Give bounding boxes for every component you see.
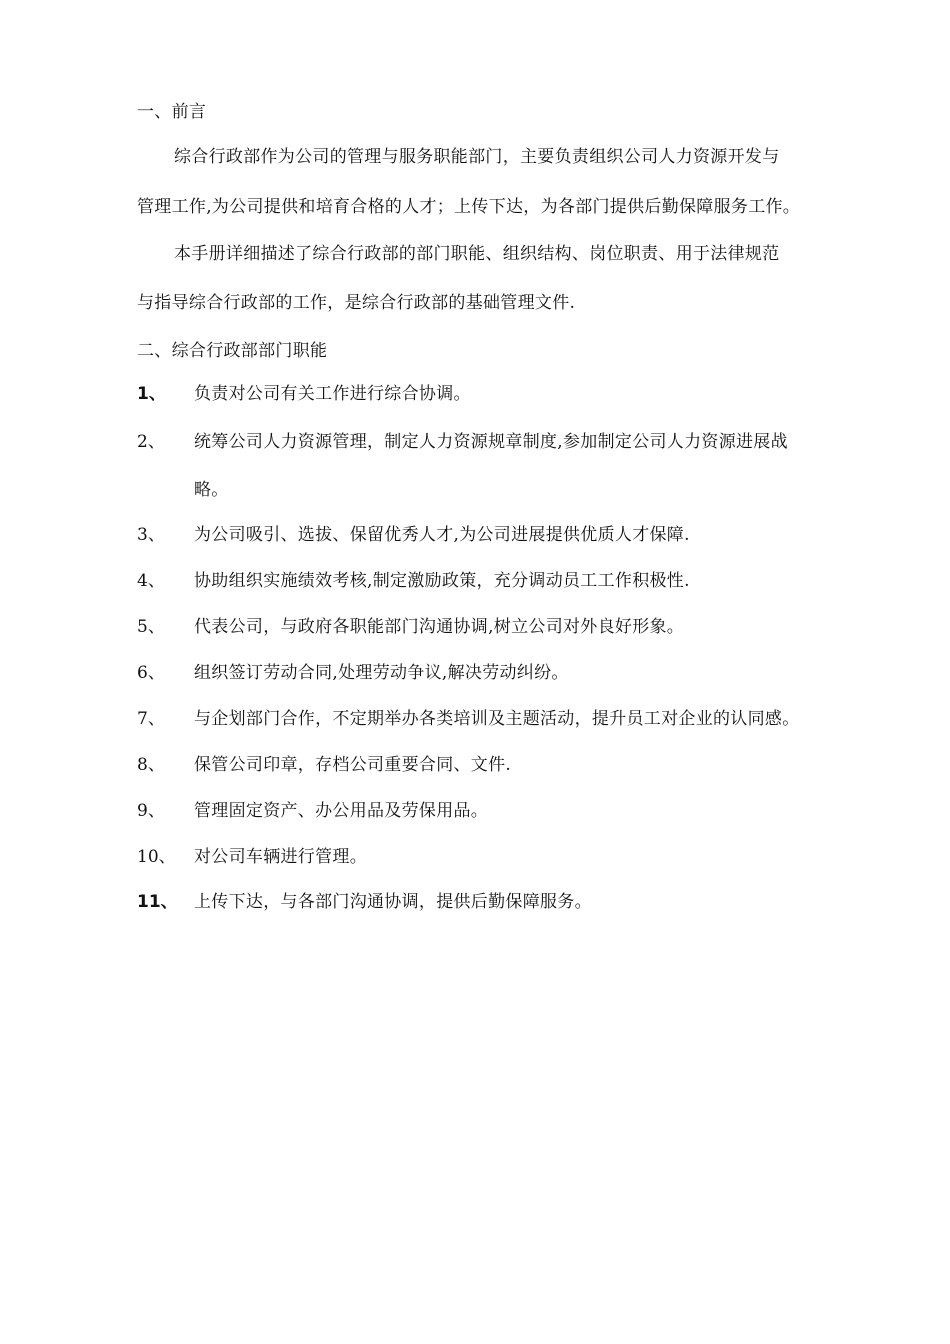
- list-item-text: 代表公司，与政府各职能部门沟通协调,树立公司对外良好形象。: [194, 617, 685, 637]
- section-heading-functions: 二、综合行政部部门职能: [137, 341, 328, 361]
- list-item-number: 4、: [137, 571, 165, 591]
- list-item-number: 9、: [137, 801, 165, 821]
- list-item-text: 为公司吸引、选拔、保留优秀人才,为公司进展提供优质人才保障.: [194, 525, 690, 545]
- list-item-number: 6、: [137, 663, 165, 683]
- list-item-text: 上传下达，与各部门沟通协调，提供后勤保障服务。: [194, 892, 592, 912]
- list-item-text: 组织签订劳动合同,处理劳动争议,解决劳动纠纷。: [194, 663, 569, 683]
- list-item-text: 负责对公司有关工作进行综合协调。: [194, 384, 471, 404]
- preface-paragraph-2-line-1: 本手册详细描述了综合行政部的部门职能、组织结构、岗位职责、用于法律规范: [174, 244, 780, 264]
- list-item-text: 保管公司印章，存档公司重要合同、文件.: [194, 755, 512, 775]
- preface-paragraph-1-line-2: 管理工作,为公司提供和培育合格的人才；上传下达，为各部门提供后勤保障服务工作。: [137, 197, 801, 217]
- list-item-text: 统筹公司人力资源管理，制定人力资源规章制度,参加制定公司人力资源进展战: [194, 432, 788, 452]
- list-item-text: 对公司车辆进行管理。: [194, 847, 367, 867]
- preface-paragraph-2-line-2: 与指导综合行政部的工作，是综合行政部的基础管理文件.: [137, 293, 576, 313]
- list-item-number: 10、: [137, 847, 176, 867]
- list-item-number: 7、: [137, 709, 165, 729]
- list-item-number: 1、: [137, 384, 166, 404]
- list-item-text-continuation: 略。: [194, 480, 229, 500]
- list-item-number: 2、: [137, 432, 165, 452]
- preface-paragraph-1-line-1: 综合行政部作为公司的管理与服务职能部门，主要负责组织公司人力资源开发与: [174, 147, 780, 167]
- section-heading-preface: 一、前言: [137, 102, 207, 122]
- list-item-number: 3、: [137, 525, 165, 545]
- list-item-number: 11、: [137, 892, 178, 912]
- list-item-text: 协助组织实施绩效考核,制定激励政策，充分调动员工工作积极性.: [194, 571, 690, 591]
- list-item-number: 5、: [137, 617, 165, 637]
- list-item-text: 管理固定资产、办公用品及劳保用品。: [194, 801, 489, 821]
- list-item-text: 与企划部门合作，不定期举办各类培训及主题活动，提升员工对企业的认同感。: [194, 709, 800, 729]
- list-item-number: 8、: [137, 755, 165, 775]
